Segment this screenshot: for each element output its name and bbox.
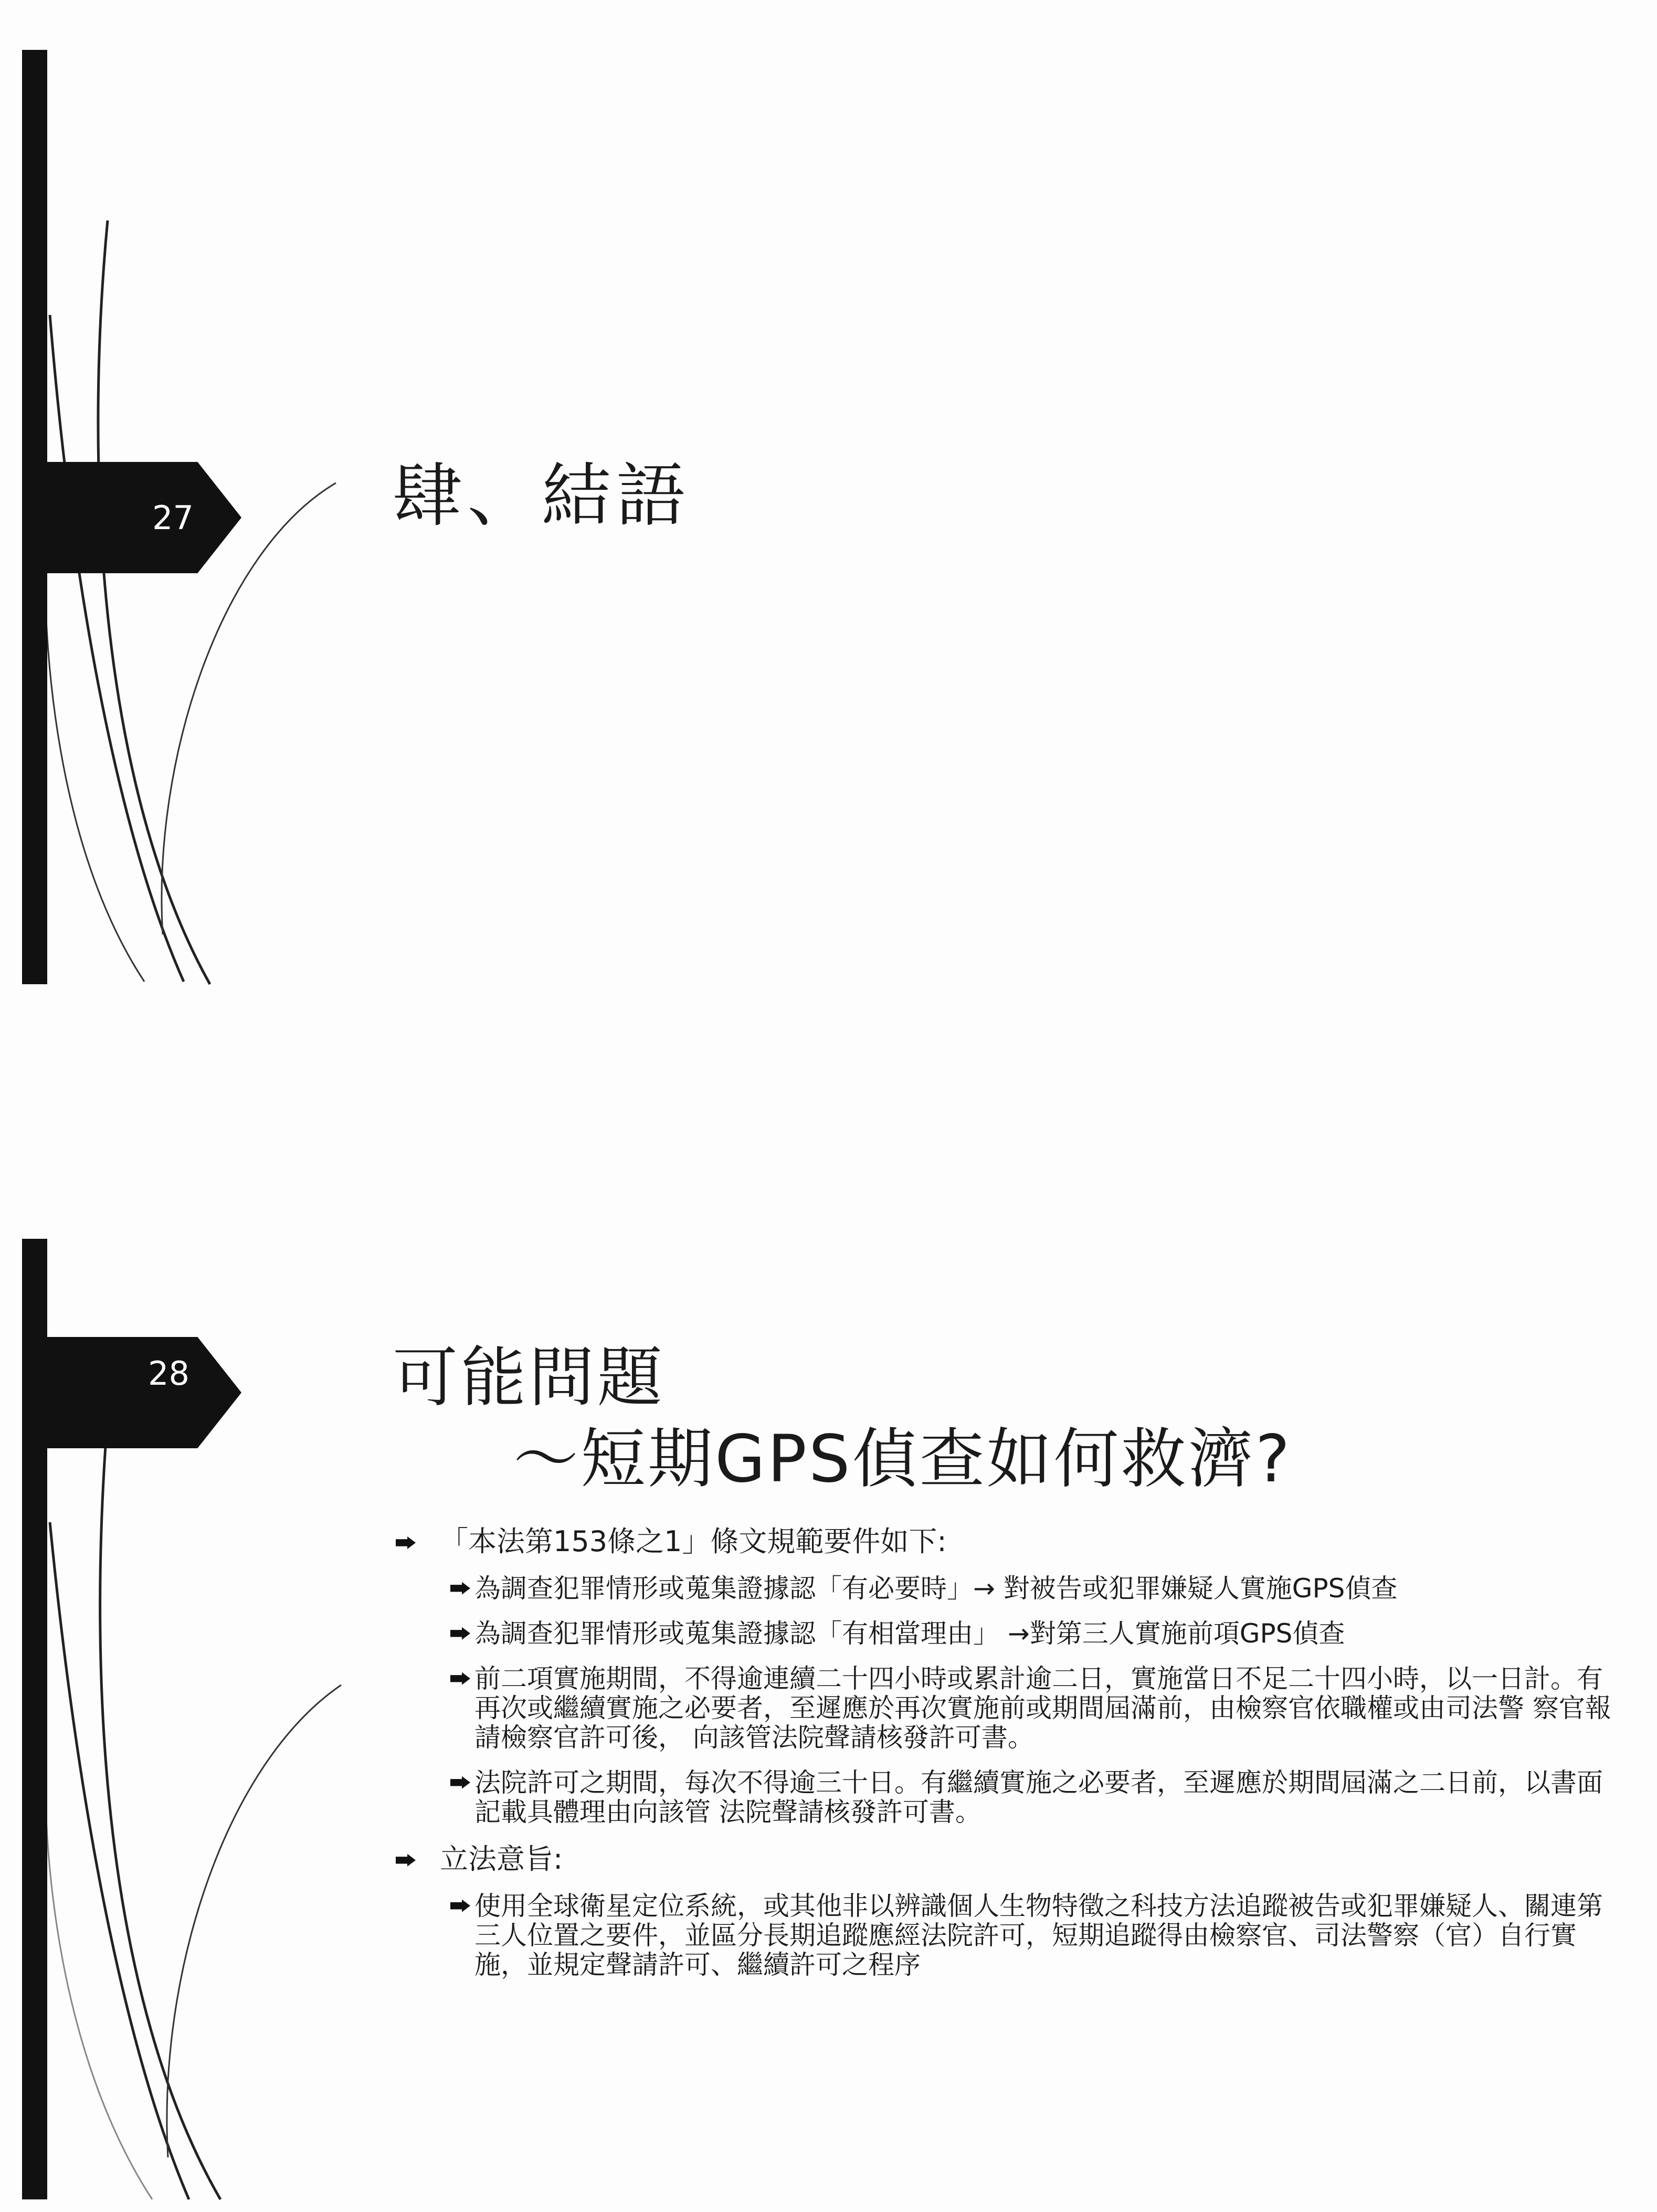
arrow-bullet-icon <box>450 1776 470 1789</box>
sub-bullet-text: 為調查犯罪情形或蒐集證據認「有必要時」→ 對被告或犯罪嫌疑人實施GPS偵查 <box>474 1573 1398 1604</box>
slide-number-tab <box>22 1337 241 1448</box>
slide-title: 肆、結語 <box>393 456 691 536</box>
slide-title-line1: 可能問題 <box>393 1340 666 1416</box>
bullet-text: 「本法第153條之1」條文規範要件如下: <box>440 1525 947 1558</box>
sub-bullet <box>393 1664 1616 1752</box>
sub-bullet <box>393 1768 1616 1827</box>
sub-bullet-text: 使用全球衛星定位系統，或其他非以辨識個人生物特徵之科技方法追蹤被告或犯罪嫌疑人、關連第三人位置之要件，並區分長期追蹤應經法院許可，短期追蹤得由檢察官、司法警察（官）自行實施，並規定聲請許可、繼續許可之程序 <box>474 1890 1603 1980</box>
sub-bullet-text: 為調查犯罪情形或蒐集證據認「有相當理由」 →對第三人實施前項GPS偵查 <box>474 1618 1345 1649</box>
arrow-bullet-icon <box>396 1536 416 1549</box>
sub-bullet <box>393 1574 1616 1603</box>
sub-bullet-text: 前二項實施期間，不得逾連續二十四小時或累計逾二日，實施當日不足二十四小時，以一日計。有再次或繼續實施之必要者，至遲應於再次實施前或期間屆滿前，由檢察官依職權或由司法警 察官報請檢察官許可後， 向該管法院聲請核發許可書。 <box>474 1663 1611 1753</box>
bullet-requirements <box>393 1525 1616 1559</box>
sub-bullet <box>393 1891 1616 1979</box>
slide-content <box>393 1525 1616 1995</box>
sub-bullet-text: 法院許可之期間，每次不得逾三十日。有繼續實施之必要者，至遲應於期間屆滿之二日前，以書面記載具體理由向該管 法院聲請核發許可書。 <box>474 1767 1603 1827</box>
arrow-bullet-icon <box>450 1672 470 1685</box>
arrow-bullet-icon <box>450 1900 470 1912</box>
bullet-legislative-intent <box>393 1842 1616 1877</box>
arrow-bullet-icon <box>396 1854 416 1867</box>
bullet-text: 立法意旨: <box>440 1842 563 1876</box>
arrow-bullet-icon <box>450 1582 470 1595</box>
sub-bullet <box>393 1619 1616 1648</box>
slide-27 <box>0 0 1657 1050</box>
slide-number: 27 <box>152 499 194 537</box>
slide-number-tab <box>22 462 241 573</box>
arrow-bullet-icon <box>450 1627 470 1640</box>
slide-title-line2: ～短期GPS偵查如何救濟? <box>513 1421 1292 1497</box>
slide-number: 28 <box>148 1354 189 1393</box>
